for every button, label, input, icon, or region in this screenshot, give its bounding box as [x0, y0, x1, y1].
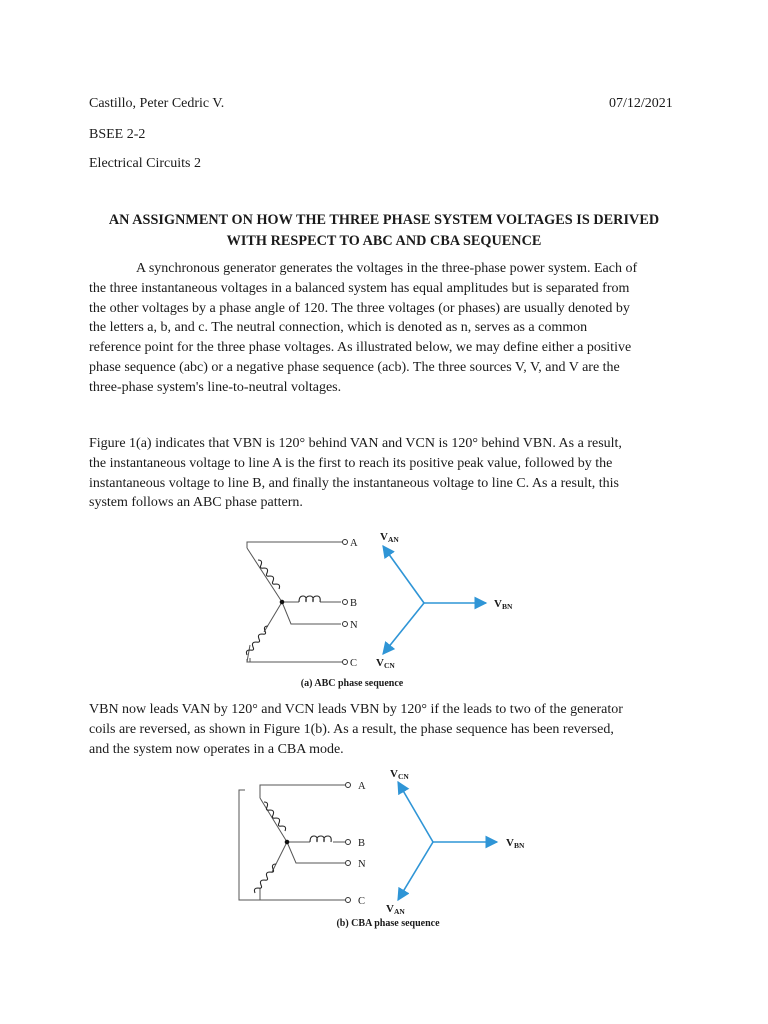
phasor-bottom-label: VAN [386, 903, 405, 916]
figure-a-caption: (a) ABC phase sequence [300, 678, 404, 689]
terminal-a-label: A [358, 781, 366, 792]
terminal-circles-b [346, 783, 351, 903]
phasor-top-label: VAN [380, 531, 399, 544]
phasor-bottom-arrow [383, 603, 424, 654]
coil-icon [246, 626, 268, 655]
coil-icon [258, 560, 280, 589]
author-name: Castillo, Peter Cedric V. [89, 96, 225, 111]
terminal-b-label: B [358, 838, 366, 849]
outer-frame [239, 790, 260, 900]
phasor-right-label: VBN [494, 598, 513, 611]
intro-line: A synchronous generator generates the voltages in the three-phase power system. Each of [136, 261, 638, 276]
line-a-wire [260, 785, 345, 798]
coil-icon [264, 802, 286, 831]
student-section: BSEE 2-2 [89, 127, 146, 142]
terminal-c-label: C [350, 658, 358, 669]
coil-icon [254, 864, 276, 893]
phasor-diagram-a [383, 546, 486, 654]
intro-line: reference point for the three phase voltages. As illustrated below, we may define either a positive [89, 340, 632, 356]
coil-icon [299, 596, 320, 602]
figure-cba-sequence [0, 760, 768, 940]
cba-line: coils are reversed, as shown in Figure 1(b). As a result, the phase sequence has been reversed, [89, 721, 614, 737]
terminal-c-label: C [358, 896, 366, 907]
intro-line: three-phase system's line-to-neutral voltages. [89, 379, 342, 395]
terminal-n-label: N [350, 620, 358, 631]
title-line-2: WITH RESPECT TO ABC AND CBA SEQUENCE [226, 233, 542, 249]
coil-icon [310, 836, 331, 842]
phasor-right-label: VBN [506, 837, 525, 850]
figure-abc-sequence [0, 520, 768, 700]
line-n-wire [282, 602, 341, 624]
abc-line: the instantaneous voltage to line A is the first to reach its positive peak value, followed by the [89, 455, 613, 471]
line-a-wire [247, 542, 343, 548]
figure-b-caption: (b) CBA phase sequence [336, 918, 440, 929]
phasor-bottom-label: VCN [376, 657, 395, 670]
title-line-1: AN ASSIGNMENT ON HOW THE THREE PHASE SYSTEM VOLTAGES IS DERIVED [108, 212, 660, 228]
terminal-a-label: A [350, 538, 358, 549]
phasor-diagram-b [398, 782, 497, 900]
coil-icons-a [246, 560, 320, 655]
phasor-top-arrow [398, 782, 433, 842]
abc-line: system follows an ABC phase pattern. [89, 495, 303, 511]
cba-line: VBN now leads VAN by 120° and VCN leads VBN by 120° if the leads to two of the generator [89, 702, 623, 717]
terminal-b-label: B [350, 598, 358, 609]
line-n-wire [287, 842, 345, 863]
assignment-title [86, 210, 682, 252]
phasor-bottom-arrow [398, 842, 433, 900]
intro-line: the other voltages by a phase angle of 120. The three voltages (or phases) are usually denoted by [89, 300, 630, 316]
phasor-top-label: VCN [390, 768, 409, 781]
abc-line: instantaneous voltage to line B, and finally the instantaneous voltage to line C. As a result, this [89, 475, 619, 491]
intro-paragraph [89, 259, 681, 398]
intro-line: the letters a, b, and c. The neutral connection, which is denoted as n, serves as a common [89, 320, 588, 336]
document-date: 07/12/2021 [609, 96, 673, 111]
abc-paragraph [89, 434, 681, 513]
phasor-top-arrow [383, 546, 424, 603]
generator-wye-a [247, 542, 343, 662]
intro-line: phase sequence (abc) or a negative phase sequence (acb). The three sources V, V, and V are the [89, 359, 620, 375]
terminal-circles-a [343, 540, 348, 665]
course-name: Electrical Circuits 2 [89, 156, 201, 171]
coil-icons-b [254, 802, 331, 893]
generator-wye-b [239, 785, 345, 900]
line-c-wire [260, 888, 345, 900]
cba-paragraph [89, 700, 681, 759]
cba-line: and the system now operates in a CBA mode. [89, 741, 344, 757]
terminal-n-label: N [358, 859, 366, 870]
abc-line: Figure 1(a) indicates that VBN is 120° behind VAN and VCN is 120° behind VBN. As a result, [89, 436, 622, 451]
intro-line: the three instantaneous voltages in a balanced system has equal amplitudes but is separated from [89, 280, 630, 296]
